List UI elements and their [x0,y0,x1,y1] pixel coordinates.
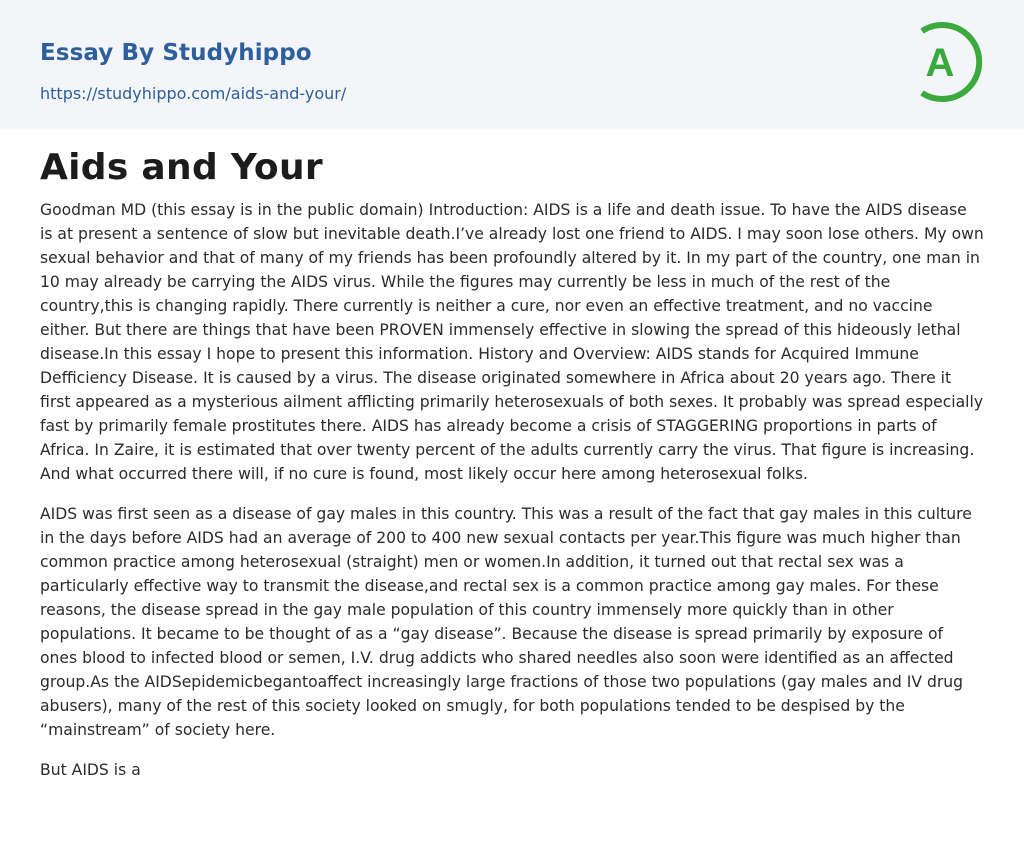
logo-ring-icon [912,19,986,105]
article [0,129,1024,782]
studyhippo-logo[interactable] [912,19,986,105]
site-header [0,0,1024,129]
essay-paragraph-1: Goodman MD (this essay is in the public domain) Introduction: AIDS is a life and death issue. To have the AIDS disease is at present a sentence of slow but inevitable death.I’ve already lost one friend to AIDS. I may soon lose others. My own sexual behavior and that of many of my friends has been profoundly altered by it. In my part of the country, one man in 10 may already be carrying the AIDS virus. While the figures may currently be less in much of the rest of the country,this is changing rapidly. There currently is neither a cure, nor even an effective treatment, and no vaccine either. But there are things that have been PROVEN immensely effective in slowing the spread of this hideously lethal disease.In this essay I hope to present this information. History and Overview: AIDS stands for Acquired Immune Defficiency Disease. It is caused by a virus. The disease originated somewhere in Africa about 20 years ago. There it first appeared as a mysterious ailment afflicting primarily heterosexuals of both sexes. It probably was spread especially fast by primarily female prostitutes there. AIDS has already become a crisis of STAGGERING proportions in parts of Africa. In Zaire, it is estimated that over twenty percent of the adults currently carry the virus. That figure is increasing. And what occurred there will, if no cure is found, most likely occur here among heterosexual folks. [40,201,984,483]
brand-title[interactable]: Essay By Studyhippo [40,40,312,66]
essay-paragraph-2: AIDS was first seen as a disease of gay males in this country. This was a result of the fact that gay males in this culture in the days before AIDS had an average of 200 to 400 new sexual contacts per year.This figure was much higher than common practice among heterosexual (straight) men or women.In addition, it turned out that rectal sex was a particularly effective way to transmit the disease,and rectal sex is a common practice among gay males. For these reasons, the disease spread in the gay male population of this country immensely more quickly than in other populations. It became to be thought of as a “gay disease”. Because the disease is spread primarily by exposure of ones blood to infected blood or semen, I.V. drug addicts who shared needles also soon were identified as an affected group.As the AIDSepidemicbegantoaffect increasingly large fractions of those two populations (gay males and IV drug abusers), many of the rest of this society looked on smugly, for both populations tended to be despised by the “mainstream” of society here. [40,505,972,739]
essay-paragraph-3: But AIDS is a [40,761,141,779]
logo-letter: A [925,41,955,85]
essay-url-link[interactable]: https://studyhippo.com/aids-and-your/ [40,84,347,103]
page-title: Aids and Your [40,147,323,188]
